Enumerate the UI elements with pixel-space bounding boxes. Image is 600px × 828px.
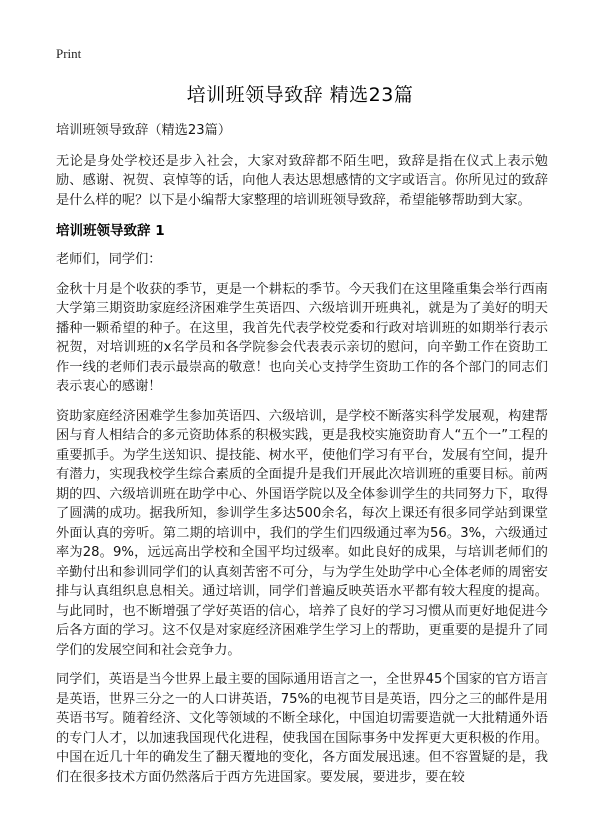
document-body: [56, 121, 548, 797]
document-title: 培训班领导致辞 精选23篇: [186, 84, 414, 106]
body-paragraph: 同学们，英语是当今世界上最主要的国际通用语言之一，全世界45个国家的官方语言是英语，世界三分之一的人口讲英语，75%的电视节目是英语，四分之三的邮件是用英语书写。随着经济、文化等领域的不断全球化，中国迫切需要造就一大批精通外语的专门人才，以加速我国现代化进程，使我国在国际事务中发挥更大更积极的作用。中国在近几十年的确发生了翻天覆地的变化，各方面发展迅速。但不容置疑的是，我们在很多技术方面仍然落后于西方先进国家。要发展，要进步，要在较: [56, 672, 548, 785]
section-heading: 培训班领导致辞 1: [56, 223, 165, 239]
greeting-line: 老师们，同学们：: [56, 252, 162, 267]
body-paragraph: 资助家庭经济困难学生参加英语四、六级培训，是学校不断落实科学发展观，构建帮困与育人相结合的多元资助体系的积极实践，更是我校实施资助育人“五个一”工程的重要抓手。为学生送知识、提技能、树水平，使他们学习有平台，发展有空间，提升有潜力，实现我校学生综合素质的全面提升是我们开展此次培训班的重要目标。前两期的四、六级培训班在助学中心、外国语学院以及全体参训学生的共同努力下，取得了圆满的成功。据我所知，参训学生多达500余名，每次上课还有很多同学站到课堂外面认真的旁听。第二期的培训中，我们的学生们四级通过率为56。3%，六级通过率为28。9%，远远高出学校和全国平均过级率。如此良好的成果，与培训老师们的辛勤付出和参训同学们的认真刻苦密不可分，与为学生处助学中心全体老师的周密安排与认真组织息息相关。通过培训，同学们普遍反映英语水平都有较大程度的提高。与此同时，也不断增强了学好英语的信心，培养了良好的学习习惯从而更好地促进今后各方面的学习。这不仅是对家庭经济困难学生学习上的帮助，更重要的是提升了同学们的发展空间和社会竞争力。: [56, 408, 548, 658]
body-paragraph: 金秋十月是个收获的季节，更是一个耕耘的季节。今天我们在这里隆重集会举行西南大学第三期资助家庭经济困难学生英语四、六级培训开班典礼，就是为了美好的明天播种一颗希望的种子。在这里，我首先代表学校党委和行政对培训班的如期举行表示祝贺，对培训班的x名学员和各学院参会代表表示亲切的慰问，向辛勤工作在资助工作一线的老师们表示最崇高的敬意！也向关心支持学生资助工作的各个部门的同志们表示衷心的感谢！: [56, 281, 548, 394]
intro-paragraph: 无论是身处学校还是步入社会，大家对致辞都不陌生吧，致辞是指在仪式上表示勉励、感谢、祝贺、哀悼等的话，向他人表达思想感情的文字或语言。你所见过的致辞是什么样的呢？以下是小编帮大家整理的培训班领导致辞，希望能够帮助到大家。: [56, 153, 548, 208]
document-subtitle: 培训班领导致辞（精选23篇）: [56, 123, 232, 138]
print-link[interactable]: Print: [56, 46, 82, 61]
